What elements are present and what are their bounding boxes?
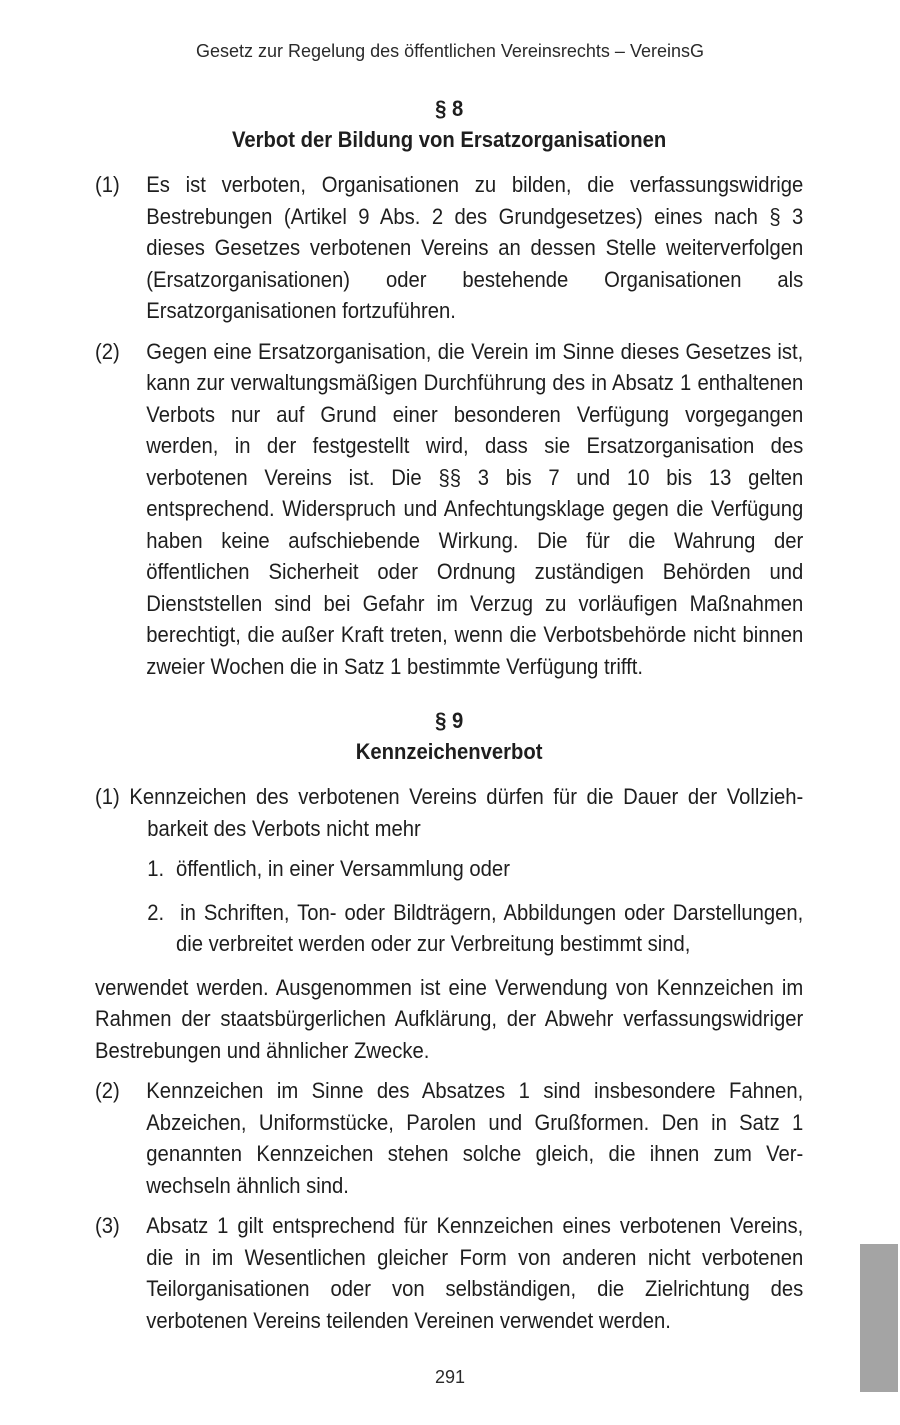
- list-item-number: 1.: [147, 856, 165, 881]
- paragraph-number: (2): [95, 338, 120, 364]
- paragraph-text: Es ist verboten, Organisationen zu bilden, die verfassungswidrige Bestrebungen (Artikel 9 Abs. 2 des Grundgesetzes) eines nach § 3 dieses Gesetzes verbotenen Vereins an dessen Stelle weiterverfolgen (Ersatzorganisationen) oder bestehende Organisationen als Ersatzorganisationen fortzuführen.: [146, 172, 804, 323]
- paragraph-number: (2): [95, 1078, 120, 1103]
- section-8-title: Verbot der Bildung von Ersatzorganisationen: [231, 127, 667, 152]
- paragraph-number: (3): [95, 1213, 120, 1238]
- paragraph-text: Kennzeichen im Sinne des Absatzes 1 sind insbesondere Fahnen, Abzeichen, Uniformstücke, Parolen und Grußformen. Den in Satz 1 genannten Kennzeichen stehen solche gleich, die ihnen zum Verwechseln ähnlich sind.: [146, 1078, 804, 1198]
- section-8-paragraph-2: [95, 336, 803, 683]
- section-8-paragraph-1: [95, 169, 803, 327]
- list-item-number: 2.: [147, 899, 165, 925]
- section-9-paragraph-2: [95, 1075, 803, 1201]
- list-item-text: öffentlich, in einer Versammlung oder: [176, 856, 510, 881]
- section-9-paragraph-3: [95, 1210, 803, 1336]
- page-number: 291: [434, 1367, 466, 1387]
- paragraph-number: (1): [95, 172, 120, 197]
- thumb-index-tab: [860, 1244, 898, 1392]
- paragraph-1-continuation: verwendet werden. Ausgenommen ist eine Verwendung von Kennzeichen im Rahmen der staatsbürgerlichen Aufklärung, der Abwehr verfassungswidriger Bestrebungen und ähnlicher Zwecke.: [95, 974, 804, 1063]
- section-9-title: Kennzeichenverbot: [355, 739, 543, 764]
- page-body: [95, 93, 804, 1345]
- section-9-paragraph-1: [95, 781, 803, 844]
- list-item-text: in Schriften, Ton- oder Bildträgern, Abbildungen oder Darstellungen, die verbreitet werden oder zur Verbreitung bestimmt sind,: [176, 899, 804, 956]
- paragraph-text: Kennzeichen des verbotenen Vereins dürfen für die Dauer der Vollziehbarkeit des Verbots nicht mehr: [129, 784, 804, 841]
- paragraph-text: Gegen eine Ersatzorganisation, die Verein im Sinne dieses Gesetzes ist, kann zur verwaltungsmäßigen Durchführung des in Absatz 1 enthaltenen Verbots nur auf Grund einer besonderen Verfügung vorgegangen werden, in der festgestellt wird, dass sie Ersatzorganisation des verbotenen Vereins ist. Die §§ 3 bis 7 und 10 bis 13 gelten entsprechend. Widerspruch und Anfechtungsklage gegen die Verfügung haben keine aufschiebende Wirkung. Die für die Wahrung der öffentlichen Sicherheit oder Ordnung zuständigen Behörden und Dienststellen sind bei Gefahr im Verzug zu vorläufigen Maßnahmen berechtigt, die außer Kraft treten, wenn die Verbotsbehörde nicht binnen zweier Wochen die in Satz 1 bestimmte Verfügung trifft.: [146, 338, 804, 679]
- running-header: Gesetz zur Regelung des öffentlichen Vereinsrechts – VereinsG: [196, 41, 704, 61]
- section-9-number: § 9: [435, 708, 464, 733]
- section-8-number: § 8: [435, 96, 464, 121]
- paragraph-text: Absatz 1 gilt entsprechend für Kennzeichen eines verbotenen Vereins, die in im Wesentlichen gleicher Form von anderen nicht verbotenen Teilorganisationen oder von selbständigen, die Zielrichtung des verbotenen Vereins teilenden Vereinen verwendet werden.: [146, 1213, 804, 1333]
- list-item-1: [95, 853, 803, 885]
- paragraph-number: (1): [95, 784, 120, 809]
- list-item-2: [95, 897, 803, 960]
